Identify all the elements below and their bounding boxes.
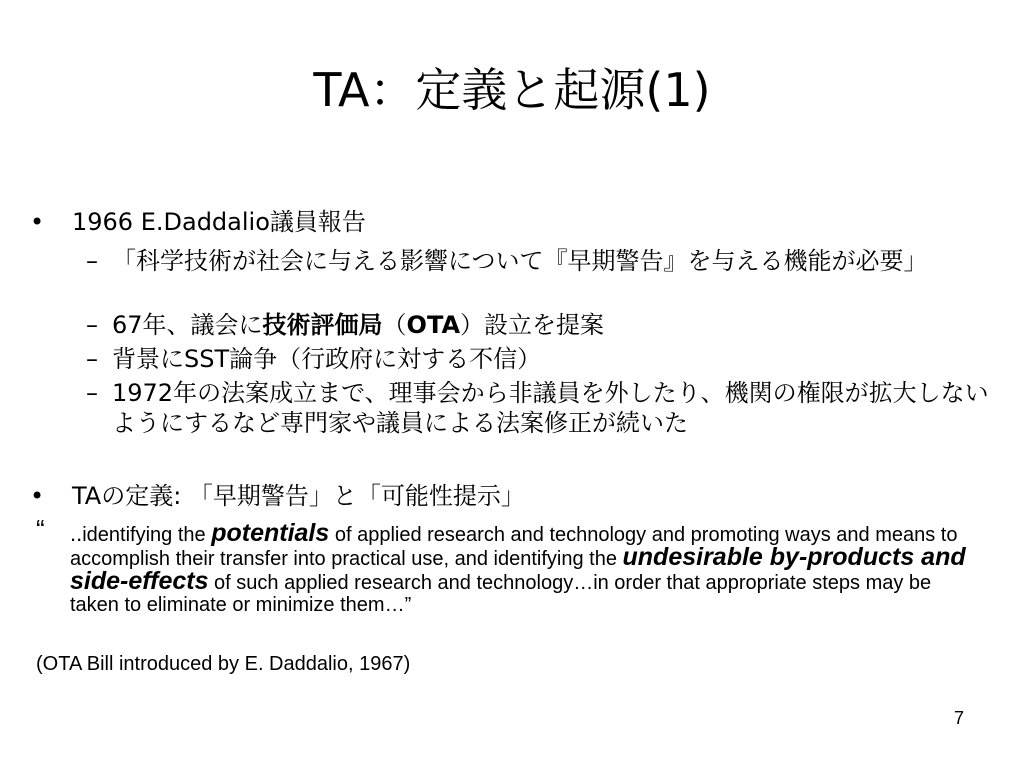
sub-bullet-item [86,378,992,438]
slide-title: TA：定義と起源(1) [313,63,711,117]
bold-term-ota-jp: 技術評価局 [262,311,383,339]
open-quote-mark: “ [36,514,45,544]
bullet-text: TAの定義: 「早期警告」と「可能性提示」 [72,482,525,510]
bullet-icon: • [30,482,45,510]
sub-bullet-item [86,246,992,276]
sub-bullet-text: 背景にSST論争（行政府に対する不信） [112,345,542,373]
sub-bullet-item [86,344,992,374]
sub-bullet-text: 1972年の法案成立まで、理事会から非議員を外したり、機関の権限が拡大しないようにするなど専門家や議員による法案修正が続いた [112,379,989,437]
dash-icon: – [86,379,98,407]
sub-bullet-text [86,310,992,340]
quote-text: of such applied research and technology…in order that appropriate steps may be taken to eliminate or minimize them…” [70,572,932,616]
text-segment: 67年、議会に [112,311,263,339]
text-segment: （ [382,311,407,339]
bullet-text: 1966 E.Daddalio議員報告 [72,208,366,236]
sub-bullet-text: 「科学技術が社会に与える影響について『早期警告』を与える機能が必要」 [112,247,928,275]
dash-icon: – [86,345,98,373]
definition-quote [36,514,981,616]
text-segment: ）設立を提案 [460,311,605,339]
page-number: 7 [953,708,964,728]
quote-text: of applied research and technology and promoting ways and means to accomplish their transfer into practical use, and identifying the [70,524,958,570]
emphasis-potentials: potentials [211,519,330,547]
quote-source: (OTA Bill introduced by E. Daddalio, 1967) [36,653,411,675]
sub-bullet-item [86,310,992,340]
dash-icon: – [86,247,98,275]
quote-lead-dots: .. [70,521,83,546]
quote-body [36,519,981,616]
quote-text: identifying the [82,524,212,546]
dash-icon: – [86,311,98,339]
bold-term-ota: OTA [406,311,461,339]
emphasis-side-effects: undesirable by-products and side-effects [70,543,966,595]
bullet-icon: • [30,208,45,236]
